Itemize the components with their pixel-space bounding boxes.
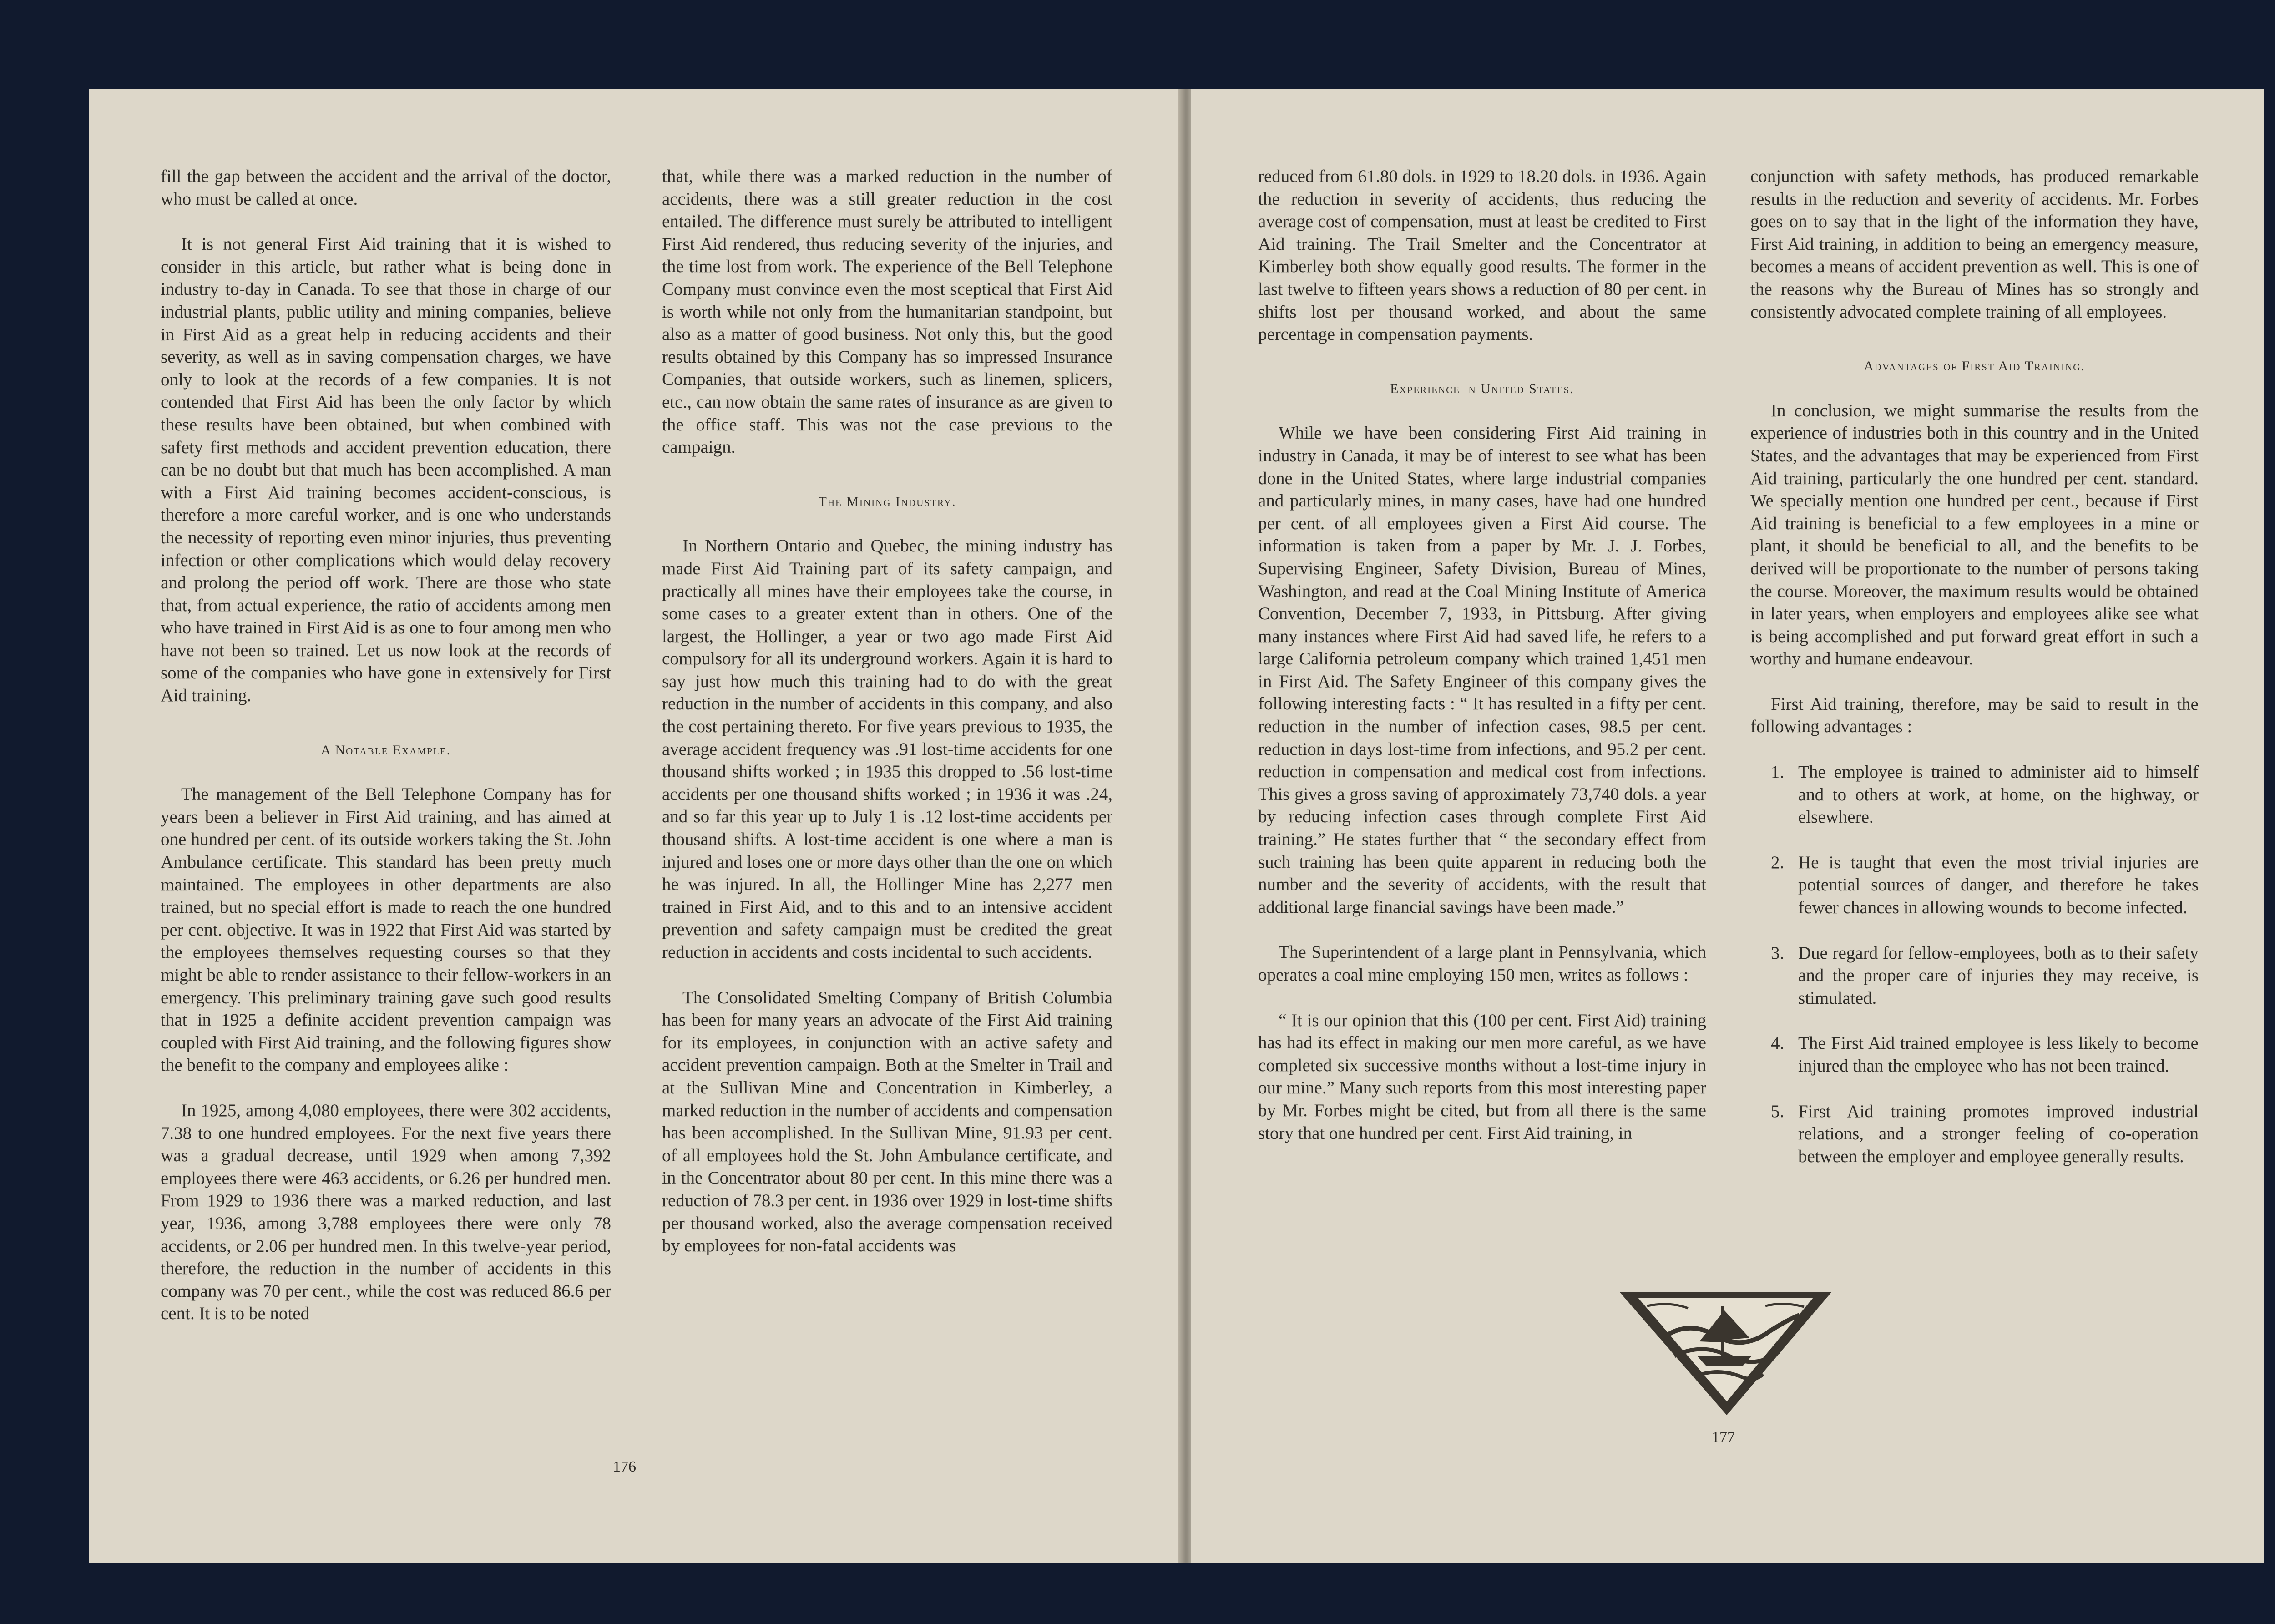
paragraph: In Northern Ontario and Quebec, the mining industry has made First Aid Training part of its safety campaign, and practically all mines have their employees take the course, in some cases to a greater extent than in others. One of the largest, the Hollinger, a year or two ago made First Aid compulsory for all its underground workers. Again it is hard to say just how much this training had to do with the great reduction in the number of accidents in this company, and also the cost pertaining thereto. For five years previous to 1935, the average accident frequency was .91 lost-time accidents for one thousand shifts worked ; in 1935 this dropped to .56 lost-time accidents per one thousand shifts worked ; in 1936 it was .24, and so far this year up to July 1 is .12 lost-time accidents per thousand shifts. A lost-time accident is one where a man is injured and loses one or more days other than the one on which he was injured. In all, the Hollinger Mine has 2,277 men trained in First Aid, and to this and to an intensive accident prevention and safety campaign must be credited the great reduction in accidents and costs incidental to such accidents. bbox=[662, 536, 1112, 962]
section-heading: The Mining Industry. bbox=[818, 494, 956, 509]
paragraph: The Consolidated Smelting Company of British Columbia has been for many years an advocate of the First Aid training for its employees, in conjunction with an active safety and accident prevention campaign. Both at the Smelter in Trail and at the Sullivan Mine and Concentration in Kimberley, a marked reduction in the number of accidents and compensation has been accomplished. In the Sullivan Mine, 91.93 per cent. of all employees hold the St. John Ambulance certificate, and in the Concentrator about 80 per cent. In this mine there was a reduction of 78.3 per cent. in 1936 over 1929 in lost-time shifts per thousand worked, also the average compensation received by employees for non-fatal accidents was bbox=[662, 987, 1112, 1256]
section-heading: Experience in United States. bbox=[1390, 381, 1574, 396]
paragraph: fill the gap between the accident and the arrival of the doctor, who must be called at once. bbox=[161, 167, 611, 209]
page-number: 176 bbox=[613, 1458, 636, 1475]
advantages-list bbox=[1750, 761, 2199, 1168]
paragraph: While we have been considering First Aid training in industry in Canada, it may be of interest to see what has been done in the United States, where large industrial companies and particularly mines, in many cases, have had one hundred per cent. of all employees given a First Aid course. The information is taken from a paper by Mr. J. J. Forbes, Supervising Engineer, Safety Division, Bureau of Mines, Washington, and read at the Coal Mining Institute of America Convention, December 7, 1933, in Pittsburg. After giving many instances where First Aid had saved life, he refers to a large California petroleum company which trained 1,451 men in First Aid. The Safety Engineer of this company gives the following interesting facts : “ It has resulted in a fifty per cent. reduction in the number of infection cases, 98.5 per cent. reduction in days lost-time from infections, and 95.2 per cent. reduction in compensation and medical cost from infections. This gives a gross saving of approximately 73,740 dols. a year by reducing infection cases through complete First Aid training.” He states further that “ the secondary effect from such training has been quite apparent in reducing both the number and the severity of accidents, with the result that additional large financial savings have been made.” bbox=[1258, 423, 1706, 917]
left-page-column-2 bbox=[662, 165, 1112, 1280]
paragraph: conjunction with safety methods, has produced remarkable results in the reduction and severity of accidents. Mr. Forbes goes on to say that in the light of the information they have, First Aid training, in addition to being an emergency measure, becomes a means of accident prevention as well. This is one of the reasons why the Bureau of Mines has so strongly and consistently advocated complete training of all employees. bbox=[1750, 167, 2199, 322]
left-page bbox=[89, 89, 1182, 1563]
list-item: 4. The First Aid trained employee is less likely to become injured than the employee who has not been trained. bbox=[1771, 1033, 2199, 1076]
section-heading: Advantages of First Aid Training. bbox=[1864, 359, 2085, 374]
list-item: 5. First Aid training promotes improved industrial relations, and a stronger feeling of co-operation between the employer and employee generally results. bbox=[1771, 1101, 2199, 1166]
paragraph: The Superintendent of a large plant in Pennsylvania, which operates a coal mine employing 150 men, writes as follows : bbox=[1258, 942, 1706, 985]
section-heading: A Notable Example. bbox=[321, 742, 451, 758]
paragraph: The management of the Bell Telephone Company has for years been a believer in First Aid training, and has aimed at one hundred per cent. of its outside workers taking the St. John Ambulance certificate. This standard has been pretty much maintained. The employees in other departments are also trained, but no special effort is made to reach the one hundred per cent. objective. It was in 1922 that First Aid was started by the employees themselves requesting courses so that they might be able to render assistance to their fellow-workers in an emergency. This preliminary training gave such good results that in 1925 a definite accident prevention campaign was coupled with First Aid training, and the following figures show the benefit to the company and employees alike : bbox=[161, 784, 611, 1075]
right-page-column-2 bbox=[1750, 165, 2199, 1190]
list-item: 2. He is taught that even the most trivial injuries are potential sources of danger, and therefore he takes fewer chances in allowing wounds to become infected. bbox=[1771, 852, 2199, 918]
right-page-column-1 bbox=[1258, 165, 1706, 1167]
list-item: 3. Due regard for fellow-employees, both as to their safety and the proper care of injuries they may receive, is stimulated. bbox=[1771, 943, 2199, 1008]
paragraph: that, while there was a marked reduction in the number of accidents, there was a still greater reduction in the cost entailed. The difference must surely be attributed to intelligent First Aid rendered, thus reducing severity of the injuries, and the time lost from work. The experience of the Bell Telephone Company must convince even the most sceptical that First Aid is worth while not only from the humanitarian standpoint, but also as a matter of good business. Not only this, but the good results obtained by this Company has so impressed Insurance Companies, that outside workers, such as linemen, splicers, etc., can now obtain the same rates of insurance as are given to the office staff. This was not the case previous to the campaign. bbox=[662, 167, 1112, 457]
left-page-column-1 bbox=[161, 165, 611, 1348]
list-item: 1. The employee is trained to administer aid to himself and to others at work, at home, on the highway, or elsewhere. bbox=[1771, 762, 2199, 827]
paragraph: In 1925, among 4,080 employees, there were 302 accidents, 7.38 to one hundred employees. For the next five years there was a gradual decrease, until 1929 when among 7,392 employees there were 463 accidents, or 6.26 per hundred men. From 1929 to 1936 there was a marked reduction, and last year, 1936, among 3,788 employees there were only 78 accidents, or 2.06 per hundred men. In this twelve-year period, therefore, the reduction in the number of accidents in this company was 70 per cent., while the cost was reduced 86.6 per cent. It is to be noted bbox=[161, 1100, 611, 1324]
paragraph: In conclusion, we might summarise the results from the experience of industries both in this country and in the United States, and the advantages that may be experienced from First Aid training, particularly the one hundred per cent. standard. We specially mention one hundred per cent., because if First Aid training is beneficial to a few employees in a mine or plant, it should be beneficial to all, and the benefits to be derived will be proportionate to the number of persons taking the course. Moreover, the maximum results would be obtained in later years, when employers and employees alike see what is being accomplished and put forward great effort in such a worthy and humane endeavour. bbox=[1750, 400, 2199, 669]
ship-ornament-icon bbox=[1620, 1288, 1831, 1417]
paragraph: It is not general First Aid training that it is wished to consider in this article, but rather what is being done in industry to-day in Canada. To see that those in charge of our industrial plants, public utility and mining companies, believe in First Aid as a great help in reducing accidents and their severity, as well as in saving compensation charges, we have only to look at the records of a few companies. It is not contended that First Aid has been the only factor by which these results have been obtained, but when combined with safety first methods and accident prevention education, there can be no doubt but that much has been accomplished. A man with a First Aid training becomes accident-conscious, is therefore a more careful worker, and is one who understands the necessity of reporting even minor injuries, thus preventing infection or other complications which would delay recovery and prolong the period off work. There are those who state that, from actual experience, the ratio of accidents among men who have trained in First Aid is as one to four among men who have not been so trained. Let us now look at the records of some of the companies who have gone in extensively for First Aid training. bbox=[161, 234, 611, 706]
page-number: 177 bbox=[1712, 1429, 1735, 1446]
paragraph: reduced from 61.80 dols. in 1929 to 18.20 dols. in 1936. Again the reduction in severity of accidents, thus reducing the average cost of compensation, must at least be credited to First Aid training. The Trail Smelter and the Concentrator at Kimberley both show equally good results. The former in the last twelve to fifteen years shows a reduction of 80 per cent. in shifts lost per thousand worked, and about the same percentage in compensation payments. bbox=[1258, 167, 1706, 344]
paragraph: “ It is our opinion that this (100 per cent. First Aid) training has had its effect in making our men more careful, as we have completed six successive months without a lost-time injury in our mine.” Many such reports from this most interesting paper by Mr. Forbes might be cited, but from all there is the same story that one hundred per cent. First Aid training, in bbox=[1258, 1010, 1706, 1143]
paragraph: First Aid training, therefore, may be said to result in the following advantages : bbox=[1750, 694, 2199, 737]
